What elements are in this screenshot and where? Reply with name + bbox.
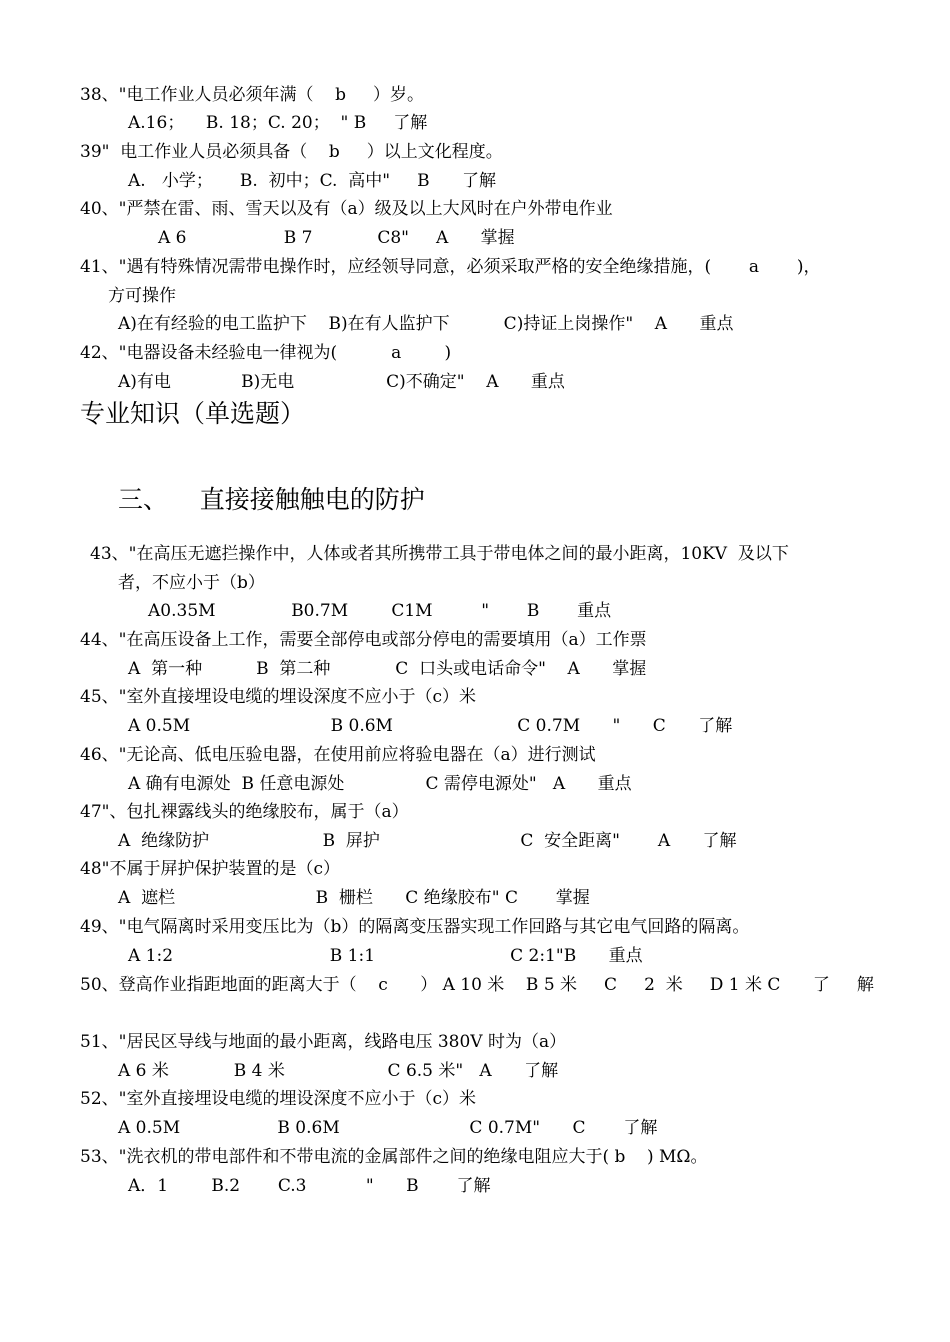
question-44: 44、"在高压设备上工作，需要全部停电或部分停电的需要填用（a）工作票 [80, 630, 647, 650]
question-44-options: A 第一种 B 第二种 C 口头或电话命令" A 掌握 [128, 659, 647, 679]
question-41-options: A)在有经验的电工监护下 B)在有人监护下 C)持证上岗操作" A 重点 [118, 314, 734, 334]
question-52: 52、"室外直接埋设电缆的埋设深度不应小于（c）米 [80, 1089, 476, 1109]
question-43: 43、"在高压无遮拦操作中，人体或者其所携带工具于带电体之间的最小距离，10KV 及以下 [90, 544, 789, 564]
question-49: 49、"电气隔离时采用变压比为（b）的隔离变压器实现工作回路与其它电气回路的隔离。 [80, 917, 750, 937]
question-45: 45、"室外直接埋设电缆的埋设深度不应小于（c）米 [80, 687, 476, 707]
question-51: 51、"居民区导线与地面的最小距离，线路电压 380V 时为（a） [80, 1032, 567, 1052]
question-42-options: A)有电 B)无电 C)不确定" A 重点 [118, 372, 565, 392]
question-38: 38、"电工作业人员必须年满（ b ）岁。 [80, 85, 424, 105]
question-42: 42、"电器设备未经验电一律视为( a ) [80, 343, 452, 363]
question-50: 50、登高作业指距地面的距离大于（ c ） A 10 米 B 5 米 C 2 米 D 1 米 C 了 解 [80, 975, 874, 995]
question-43-options: A0.35M B0.7M C1M " B 重点 [148, 601, 612, 621]
section-heading: 专业知识（单选题） [80, 399, 306, 428]
question-41-continued: 方可操作 [108, 286, 176, 306]
question-49-options: A 1:2 B 1:1 C 2:1"B 重点 [128, 946, 643, 966]
question-43-continued: 者，不应小于（b） [118, 573, 265, 593]
question-39: 39" 电工作业人员必须具备（ b ）以上文化程度。 [80, 142, 503, 162]
question-47: 47"、包扎裸露线头的绝缘胶布，属于（a） [80, 802, 409, 822]
question-45-options: A 0.5M B 0.6M C 0.7M " C 了解 [128, 716, 733, 736]
question-53-options: A．1 B.2 C.3 " B 了解 [128, 1176, 491, 1196]
question-40-options: A 6 B 7 C8" A 掌握 [158, 228, 515, 248]
question-53: 53、"洗衣机的带电部件和不带电流的金属部件之间的绝缘电阻应大于( b ) MΩ。 [80, 1147, 708, 1167]
question-47-options: A 绝缘防护 B 屏护 C 安全距离" A 了解 [118, 831, 737, 851]
question-38-options: A.16； B. 18；C. 20； " B 了解 [128, 113, 428, 133]
question-52-options: A 0.5M B 0.6M C 0.7M" C 了解 [118, 1118, 658, 1138]
subsection-heading: 三、 直接接触触电的防护 [118, 485, 425, 514]
question-41: 41、"遇有特殊情况需带电操作时，应经领导同意，必须采取严格的安全绝缘措施，( a )， [80, 257, 821, 277]
question-48: 48"不属于屏护保护装置的是（c） [80, 859, 340, 879]
question-40: 40、"严禁在雷、雨、雪天以及有（a）级及以上大风时在户外带电作业 [80, 199, 613, 219]
question-48-options: A 遮栏 B 栅栏 C 绝缘胶布" C 掌握 [118, 888, 590, 908]
question-39-options: A. 小学； B. 初中；C. 高中" B 了解 [128, 171, 496, 191]
question-46: 46、"无论高、低电压验电器，在使用前应将验电器在（a）进行测试 [80, 745, 596, 765]
question-46-options: A 确有电源处 B 任意电源处 C 需停电源处" A 重点 [128, 774, 632, 794]
question-51-options: A 6 米 B 4 米 C 6.5 米" A 了解 [118, 1061, 559, 1081]
